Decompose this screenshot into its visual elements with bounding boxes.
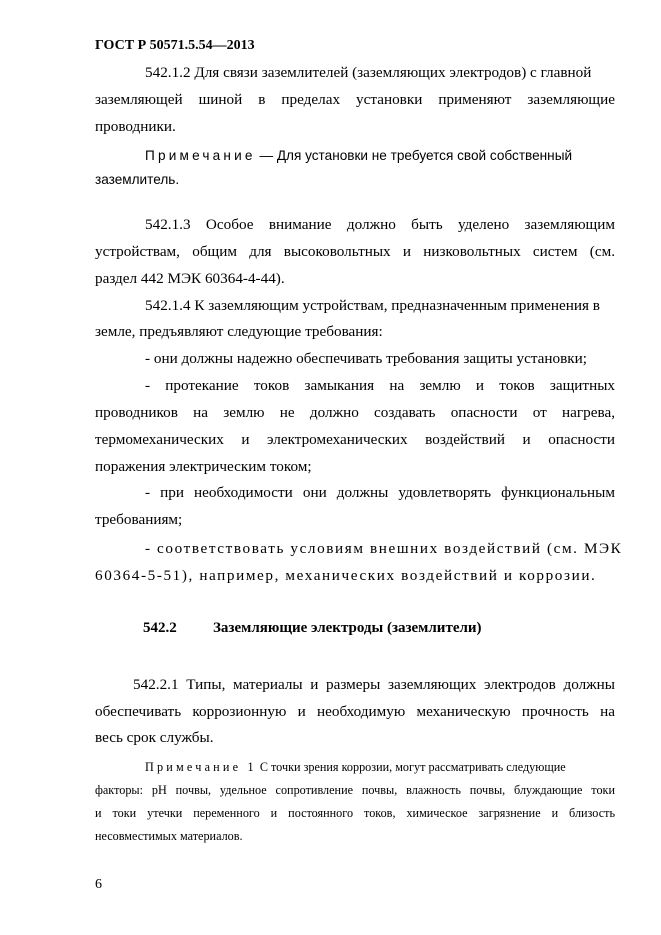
paragraph-line: устройствам, общим для высоковольтных и низковольтных систем (см. (95, 243, 615, 260)
list-item-line: поражения электрическим током; (95, 458, 312, 475)
paragraph-line: 542.2.1 Типы, материалы и размеры заземляющих электродов должны (133, 676, 615, 693)
paragraph-line: проводники. (95, 118, 176, 135)
section-number: 542.2 (143, 620, 177, 636)
list-item-line: требованиям; (95, 511, 183, 528)
paragraph-line: 542.1.3 Особое внимание должно быть уделено заземляющим (145, 216, 615, 233)
note-line: заземлитель. (95, 172, 180, 187)
note-line: факторы: pH почвы, удельное сопротивление почвы, влажность почвы, блуждающие токи (95, 783, 615, 797)
note-text: С точки зрения коррозии, могут рассматривать следующие (259, 760, 566, 774)
list-item: - соответствовать условиям внешних воздействий (см. МЭК (145, 540, 623, 557)
page-number: 6 (95, 877, 102, 892)
note-line: несовместимых материалов. (95, 829, 243, 843)
note-line: и токи утечки переменного и постоянного токов, химическое загрязнение и близость (95, 806, 615, 820)
note-line (145, 148, 615, 163)
list-item: - протекание токов замыкания на землю и токов защитных (145, 377, 615, 394)
list-item-line: 60364-5-51), например, механических воздействий и коррозии. (95, 567, 597, 584)
note-text: Для установки не требуется свой собственный (276, 148, 573, 163)
list-item-line: термомеханических и электромеханических воздействий и опасности (95, 431, 615, 448)
note-label: Примечание (145, 148, 256, 163)
list-item: - при необходимости они должны удовлетворять функциональным (145, 484, 615, 501)
note-line (145, 760, 615, 775)
list-item-line: проводников на землю не должно создавать опасности от нагрева, (95, 404, 615, 421)
paragraph-line: 542.1.4 К заземляющим устройствам, предназначенным применения в (145, 297, 600, 314)
paragraph-line: земле, предъявляют следующие требования: (95, 323, 383, 340)
paragraph-line: 542.1.2 Для связи заземлителей (заземляющих электродов) с главной (145, 64, 592, 81)
paragraph-line: заземляющей шиной в пределах установки применяют заземляющие (95, 91, 615, 108)
list-item: - они должны надежно обеспечивать требования защиты установки; (145, 350, 588, 367)
document-header: ГОСТ Р 50571.5.54—2013 (95, 38, 255, 53)
note-label: Примечание 1 (145, 760, 257, 774)
note-dash: — (255, 148, 277, 163)
section-title: Заземляющие электроды (заземлители) (213, 620, 482, 636)
paragraph-line: обеспечивать коррозионную и необходимую механическую прочность на (95, 703, 615, 720)
paragraph-line: раздел 442 МЭК 60364-4-44). (95, 270, 285, 287)
paragraph-line: весь срок службы. (95, 729, 214, 746)
